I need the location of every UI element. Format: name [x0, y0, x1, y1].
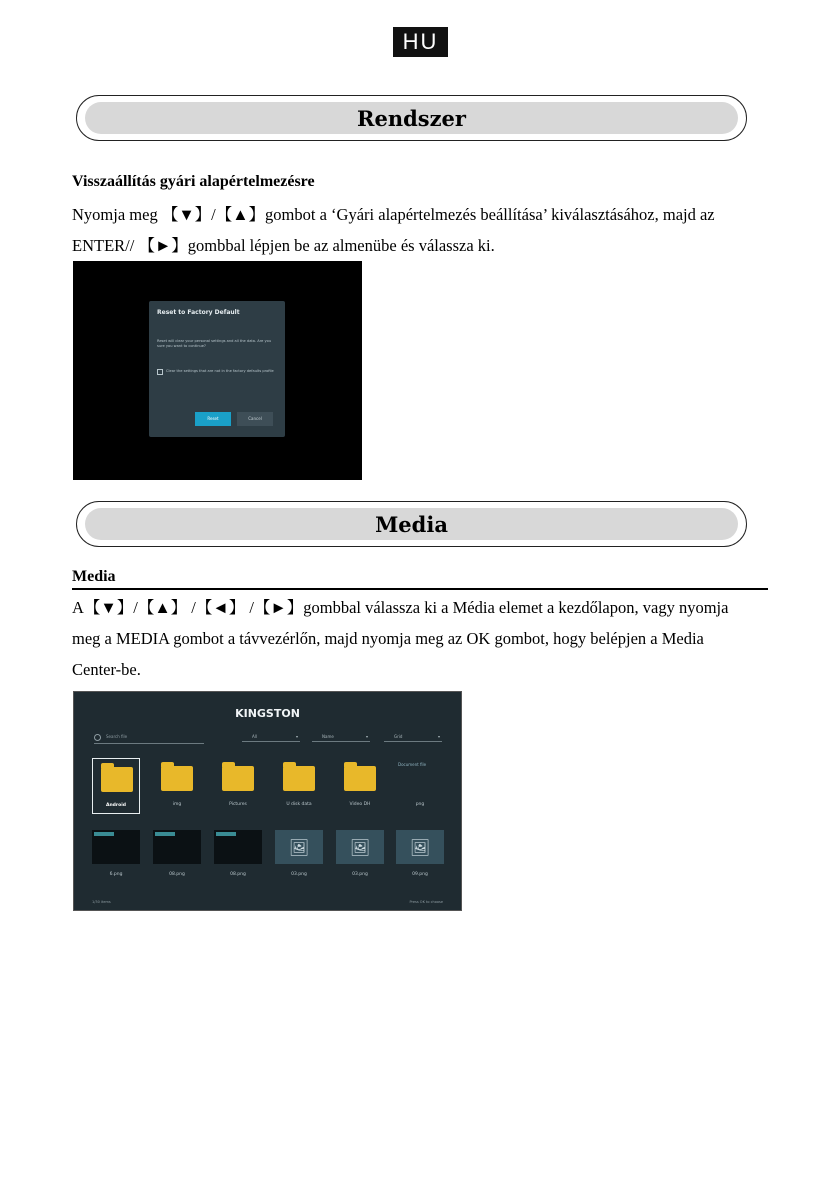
media-title: KINGSTON: [235, 707, 300, 720]
heading-rule: [72, 588, 768, 590]
document-thumbnail: Document file: [398, 762, 427, 767]
media-line-1: A【▼】/【▲】 /【◄】 /【►】gombbal válassza ki a Média elemet a kezdőlapon, vagy nyomja: [72, 598, 729, 617]
dialog-checkbox-row[interactable]: [157, 369, 275, 375]
language-badge: HU: [393, 27, 448, 57]
image-placeholder-icon: 🖼: [336, 830, 384, 864]
hint-text: Press OK to choose: [409, 900, 443, 904]
checkbox-icon[interactable]: [157, 369, 163, 375]
tile-label: Pictures: [229, 802, 247, 807]
image-tile[interactable]: [275, 828, 323, 884]
file-tile[interactable]: [396, 758, 444, 814]
tile-label: img: [172, 802, 182, 807]
folder-icon: [344, 766, 376, 791]
dialog-checkbox-label: Clear the settings that are not in the factory defaults profile: [166, 369, 274, 373]
folder-tile[interactable]: [336, 758, 384, 814]
search-input[interactable]: Search file: [94, 730, 204, 744]
tile-label: Android: [106, 803, 126, 808]
image-thumbnail: [92, 830, 140, 864]
image-tile[interactable]: [92, 828, 140, 884]
tile-label: 6.png: [109, 872, 123, 877]
tile-label: Video DH: [349, 802, 371, 807]
filter-type-dropdown[interactable]: [242, 732, 300, 742]
image-thumbnail: [214, 830, 262, 864]
reset-dialog: [149, 301, 285, 437]
folder-icon: [283, 766, 315, 791]
tile-label: png: [415, 802, 425, 807]
reset-button[interactable]: Reset: [195, 412, 231, 426]
filter-label: Grid: [394, 734, 403, 739]
image-tile[interactable]: [396, 828, 444, 884]
chevron-down-icon: ▾: [295, 734, 298, 739]
tile-label: U disk data: [286, 802, 312, 807]
filter-label: Name: [322, 734, 334, 739]
chevron-down-icon: ▾: [437, 734, 440, 739]
image-placeholder-icon: 🖼: [275, 830, 323, 864]
filter-label: All: [252, 734, 257, 739]
media-line-2: meg a MEDIA gombot a távvezérlőn, majd nyomja meg az OK gombot, hogy belépjen a Media: [72, 629, 704, 648]
tile-label: 03.png: [291, 872, 307, 877]
item-count: 1/30 items: [92, 900, 111, 904]
tile-label: 08.png: [230, 872, 246, 877]
folder-tile[interactable]: [92, 758, 140, 814]
tile-label: 08.png: [169, 872, 185, 877]
chevron-down-icon: ▾: [365, 734, 368, 739]
section-banner-rendszer: [76, 95, 747, 141]
factory-reset-line-2: ENTER// 【►】gombbal lépjen be az almenübe és válassza ki.: [72, 236, 495, 255]
folder-tile[interactable]: [153, 758, 201, 814]
section-title: Media: [375, 511, 448, 537]
image-tile[interactable]: [336, 828, 384, 884]
view-dropdown[interactable]: [384, 732, 442, 742]
media-heading: Media: [72, 568, 116, 585]
section-title: Rendszer: [357, 105, 466, 131]
image-tile[interactable]: [214, 828, 262, 884]
cancel-button[interactable]: Cancel: [237, 412, 273, 426]
media-line-3: Center-be.: [72, 660, 141, 679]
tile-label: 09.png: [412, 872, 428, 877]
folder-icon: [222, 766, 254, 791]
folder-icon: [101, 767, 133, 792]
section-banner-media: [76, 501, 747, 547]
folder-icon: [161, 766, 193, 791]
image-thumbnail: [153, 830, 201, 864]
tile-label: 03.png: [352, 872, 368, 877]
image-tile[interactable]: [153, 828, 201, 884]
dialog-body: Reset will clear your personal settings and all the data. Are you sure you want to continue?: [157, 339, 272, 348]
folder-tile[interactable]: [275, 758, 323, 814]
dialog-title: Reset to Factory Default: [157, 309, 240, 316]
sort-dropdown[interactable]: [312, 732, 370, 742]
image-placeholder-icon: 🖼: [396, 830, 444, 864]
factory-reset-line-1: Nyomja meg 【▼】/【▲】gombot a ‘Gyári alapértelmezés beállítása’ kiválasztásához, majd az: [72, 205, 715, 224]
factory-reset-screenshot: [73, 261, 362, 480]
media-center-screenshot: [73, 691, 462, 911]
factory-reset-heading: Visszaállítás gyári alapértelmezésre: [72, 173, 315, 190]
folder-tile[interactable]: [214, 758, 262, 814]
